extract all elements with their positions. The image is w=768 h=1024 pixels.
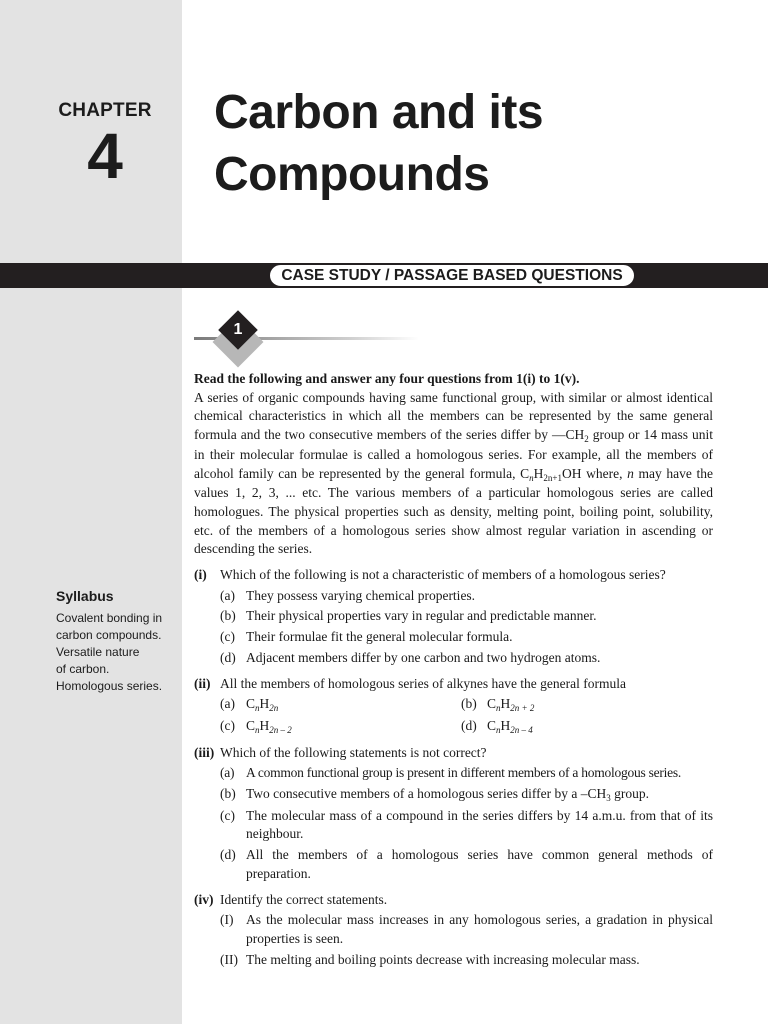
passage-text: A series of organic compounds having same functional group, with similar or almost identical chemical characteristics in which all the members can be represented by the same general formula and the two consecutive members of the series differ by —CH xyxy=(194,389,713,443)
subscript: 2n + 2 xyxy=(510,703,535,714)
chapter-title-line-2: Compounds xyxy=(214,148,490,201)
formula-text: H xyxy=(259,717,270,733)
option-text: Their formulae fit the general molecular formula. xyxy=(246,629,513,645)
variable-n: n xyxy=(627,465,634,481)
question-label: (ii) xyxy=(194,675,211,691)
subscript: 2n xyxy=(269,703,279,714)
option-label: (a) xyxy=(220,587,235,603)
question-item xyxy=(194,566,713,585)
option xyxy=(194,785,713,805)
option xyxy=(194,807,713,844)
option-text: They possess varying chemical properties. xyxy=(246,587,476,603)
formula-text: H xyxy=(533,465,544,481)
option-label: (c) xyxy=(220,807,235,823)
syllabus-line: Versatile nature xyxy=(56,645,140,659)
chapter-label: CHAPTER xyxy=(58,100,152,121)
syllabus-heading: Syllabus xyxy=(56,588,114,604)
syllabus-line: of carbon. xyxy=(56,662,110,676)
formula-text: C xyxy=(487,696,497,712)
subscript: n xyxy=(255,703,260,714)
question-text: Identify the correct statements. xyxy=(220,891,388,907)
statement-label: (II) xyxy=(220,951,238,967)
formula-text: C xyxy=(246,717,256,733)
formula-text: C xyxy=(246,696,256,712)
question-item xyxy=(194,891,713,910)
statement-text: As the molecular mass increases in any homologous series, a gradation in physical properties is seen. xyxy=(246,912,713,946)
question-number: 1 xyxy=(233,321,243,338)
subscript: n xyxy=(496,703,501,714)
option xyxy=(461,695,713,715)
subscript: 2n – 4 xyxy=(510,724,533,735)
option-label: (c) xyxy=(220,629,235,645)
option-row xyxy=(194,695,713,715)
question-item xyxy=(194,675,713,694)
formula-text: H xyxy=(500,717,511,733)
passage xyxy=(194,389,713,559)
statement-text: The melting and boiling points decrease with increasing molecular mass. xyxy=(246,951,640,967)
option xyxy=(194,628,713,647)
question-label: (iv) xyxy=(194,891,214,907)
question-text: All the members of homologous series of alkynes have the general formula xyxy=(220,675,627,691)
chapter-number: 4 xyxy=(87,120,123,192)
question-content xyxy=(194,370,713,969)
subscript: n xyxy=(529,472,534,483)
statement xyxy=(194,911,713,948)
chapter-title xyxy=(214,82,754,206)
section-banner-label: CASE STUDY / PASSAGE BASED QUESTIONS xyxy=(268,263,636,288)
option-label: (b) xyxy=(220,786,236,802)
option-text: group. xyxy=(610,786,649,802)
option-row xyxy=(194,717,713,737)
option-label: (a) xyxy=(220,696,235,712)
subscript: 2 xyxy=(584,434,589,445)
option-label: (c) xyxy=(220,717,235,733)
option xyxy=(194,846,713,883)
option-label: (d) xyxy=(461,717,477,733)
option xyxy=(461,717,713,737)
option-text: The molecular mass of a compound in the series differs by 14 a.m.u. from that of its neighbour. xyxy=(246,807,713,842)
subscript: n xyxy=(496,724,501,735)
formula-text: H xyxy=(259,696,270,712)
question-label: (iii) xyxy=(194,744,215,760)
syllabus-line: Covalent bonding in xyxy=(56,611,163,625)
option xyxy=(194,587,713,606)
subscript: n xyxy=(255,724,260,735)
subscript: 3 xyxy=(606,793,611,804)
question-text: Which of the following statements is not correct? xyxy=(220,744,487,760)
option-text: Adjacent members differ by one carbon and two hydrogen atoms. xyxy=(246,649,601,665)
syllabus-line: carbon compounds. xyxy=(56,628,162,642)
instruction: Read the following and answer any four questions from 1(i) to 1(v). xyxy=(194,371,580,386)
chapter-title-line-1: Carbon and its xyxy=(214,86,544,139)
question-label: (i) xyxy=(194,567,207,583)
option-text: Two consecutive members of a homologous series differ by a –CH xyxy=(246,786,607,802)
subscript: 2n – 2 xyxy=(269,724,292,735)
passage-text: OH where, xyxy=(562,465,628,481)
question-text: Which of the following is not a characteristic of members of a homologous series? xyxy=(220,567,666,583)
passage-text: may have the values 1, 2, 3, ... etc. The various members of a particular homologous series are called homologues. The physical properties such as density, melting point, boiling point, solubility, etc. of the members of a homologous series show almost regular variation in ascending or descending the series. xyxy=(194,465,713,557)
option-text: A common functional group is present in different members of a homologous series. xyxy=(246,765,682,781)
question-item xyxy=(194,744,713,763)
option-label: (d) xyxy=(220,649,236,665)
option-label: (b) xyxy=(461,696,477,712)
option-label: (b) xyxy=(220,608,236,624)
syllabus-line: Homologous series. xyxy=(56,679,163,693)
passage-text: group or 14 mass unit in their molecular formulae is called a homologous series. For example, all the members of alcohol family can be represented by the general formula, C xyxy=(194,427,713,481)
statement-label: (I) xyxy=(220,912,234,928)
option-text: All the members of a homologous series have common general methods of preparation. xyxy=(246,847,713,881)
option xyxy=(194,649,713,668)
option xyxy=(194,607,713,626)
option xyxy=(194,695,461,715)
option-text: Their physical properties vary in regular and predictable manner. xyxy=(246,608,597,624)
option xyxy=(194,764,713,783)
option xyxy=(194,717,461,737)
statement xyxy=(194,951,713,970)
subscript: 2n+1 xyxy=(543,472,562,483)
option-label: (d) xyxy=(220,847,236,863)
formula-text: C xyxy=(487,717,497,733)
formula-text: H xyxy=(500,696,511,712)
option-label: (a) xyxy=(220,765,235,781)
